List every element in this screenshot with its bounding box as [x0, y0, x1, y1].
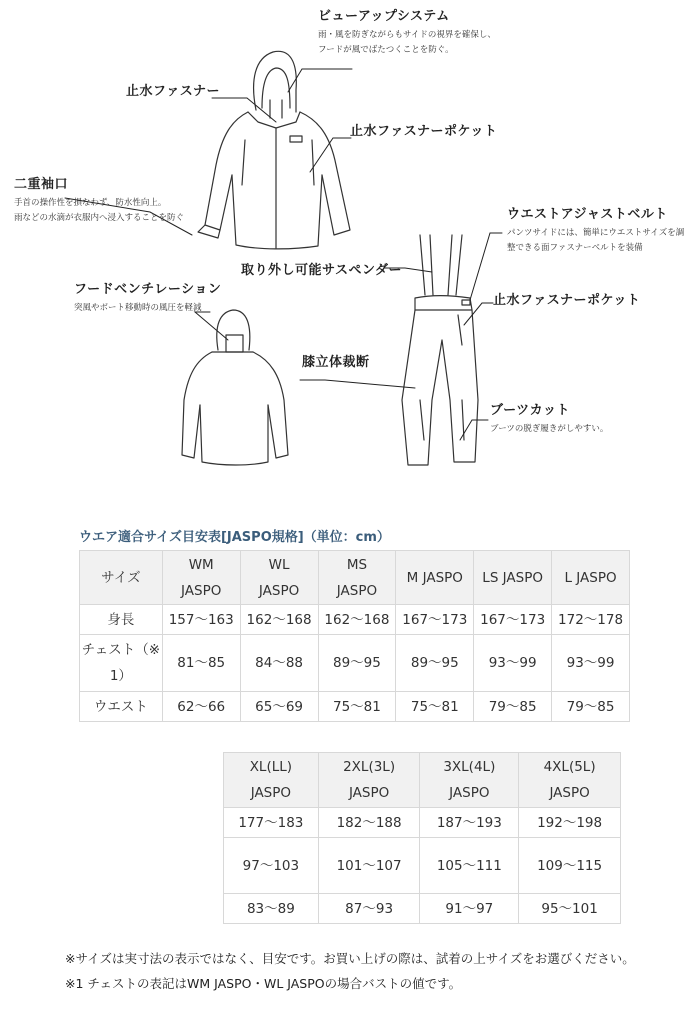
note-size-disclaimer: ※サイズは実寸法の表示ではなく、目安です。お買い上げの際は、試着の上サイズをお選びください。 [65, 951, 635, 966]
callout-desc-line: 整できる面ファスナーベルトを装備 [507, 243, 643, 253]
callout-title: 止水ファスナー [126, 84, 220, 99]
table-cell: 172〜178 [552, 605, 630, 635]
column-header: XL(LL) JASPO [224, 753, 319, 808]
callout-zipper-pocket-pants [493, 293, 640, 309]
column-header: M JASPO [396, 551, 474, 605]
table-cell: 79〜85 [474, 692, 552, 722]
table-cell: 75〜81 [396, 692, 474, 722]
table-row-chest [224, 838, 621, 894]
callout-title: 二重袖口 [14, 177, 69, 192]
table-cell: 101〜107 [318, 838, 420, 894]
table-cell: 187〜193 [420, 808, 519, 838]
callout-boots-cut [490, 403, 608, 437]
size-table-1 [79, 550, 630, 722]
callout-zipper-pocket-jacket [350, 124, 497, 140]
table-cell: 83〜89 [224, 894, 319, 924]
callout-title: 膝立体裁断 [302, 355, 370, 370]
row-label-height: 身長 [80, 605, 163, 635]
callout-removable-suspender [241, 263, 402, 279]
callout-title: 止水ファスナーポケット [493, 293, 641, 308]
callout-waist-adjust-belt [507, 207, 684, 256]
table-cell: 162〜168 [240, 605, 318, 635]
table-cell: 157〜163 [162, 605, 240, 635]
row-label-waist: ウエスト [80, 692, 163, 722]
callout-title: ウエストアジャストベルト [507, 207, 668, 222]
callout-desc [74, 301, 221, 316]
table-cell: 75〜81 [318, 692, 396, 722]
table-row-waist [80, 692, 630, 722]
table-cell: 177〜183 [224, 808, 319, 838]
column-header: L JASPO [552, 551, 630, 605]
table-row-waist [224, 894, 621, 924]
callout-desc [507, 226, 684, 256]
column-header: LS JASPO [474, 551, 552, 605]
callout-desc-line: パンツサイドには、簡単にウエストサイズを調 [507, 228, 685, 238]
table-cell: 93〜99 [474, 635, 552, 692]
table-row-chest [80, 635, 630, 692]
size-table-caption: ウエア適合サイズ目安表[JASPO規格]（単位：cm） [79, 530, 390, 545]
callout-desc-line: 手首の操作性を損なわず、防水性向上。 [14, 198, 167, 208]
table-row-height [80, 605, 630, 635]
table-cell: 89〜95 [318, 635, 396, 692]
callout-desc-line: ブーツの脱ぎ履きがしやすい。 [490, 424, 609, 434]
callout-title: フードベンチレーション [74, 282, 222, 297]
callout-desc [490, 422, 608, 437]
table-cell: 62〜66 [162, 692, 240, 722]
callout-desc [14, 196, 184, 226]
table-cell: 79〜85 [552, 692, 630, 722]
callout-desc-line: 雨・風を防ぎながらもサイドの視界を確保し、 [318, 30, 496, 40]
callout-hood-ventilation [74, 282, 221, 316]
table-header-row [80, 551, 630, 605]
table-cell: 91〜97 [420, 894, 519, 924]
table-cell: 167〜173 [396, 605, 474, 635]
table-cell: 162〜168 [318, 605, 396, 635]
table-header-row [224, 753, 621, 808]
table-cell: 105〜111 [420, 838, 519, 894]
column-header: WM JASPO [162, 551, 240, 605]
table-cell: 89〜95 [396, 635, 474, 692]
table-cell: 87〜93 [318, 894, 420, 924]
column-header: 4XL(5L) JASPO [519, 753, 621, 808]
table-cell: 167〜173 [474, 605, 552, 635]
table-cell: 192〜198 [519, 808, 621, 838]
note-chest-footnote: ※1 チェストの表記はWM JASPO・WL JASPOの場合バストの値です。 [65, 976, 462, 991]
row-label-size: サイズ [80, 551, 163, 605]
callout-double-cuff [14, 177, 184, 226]
row-label-chest: チェスト（※ 1） [80, 635, 163, 692]
table-cell: 93〜99 [552, 635, 630, 692]
callout-title: 止水ファスナーポケット [350, 124, 498, 139]
column-header: MS JASPO [318, 551, 396, 605]
jacket-back-drawing [182, 310, 288, 465]
table-cell: 182〜188 [318, 808, 420, 838]
callout-title: ビューアップシステム [318, 9, 450, 24]
column-header: WL JASPO [240, 551, 318, 605]
table-cell: 95〜101 [519, 894, 621, 924]
callout-title: 取り外し可能サスペンダー [241, 263, 402, 278]
column-header: 3XL(4L) JASPO [420, 753, 519, 808]
table-cell: 97〜103 [224, 838, 319, 894]
size-table-2 [223, 752, 621, 924]
callout-view-up-system [318, 9, 496, 58]
table-row-height [224, 808, 621, 838]
callout-waterproof-zipper [126, 84, 220, 100]
table-cell: 65〜69 [240, 692, 318, 722]
callout-desc [318, 28, 496, 58]
table-cell: 81〜85 [162, 635, 240, 692]
column-header: 2XL(3L) JASPO [318, 753, 420, 808]
callout-desc-line: フードが風でばたつくことを防ぐ。 [318, 45, 454, 55]
table-cell: 109〜115 [519, 838, 621, 894]
callout-desc-line: 雨などの水滴が衣服内へ浸入することを防ぐ [14, 213, 185, 223]
jacket-front-drawing [198, 51, 350, 249]
table-cell: 84〜88 [240, 635, 318, 692]
callout-title: ブーツカット [490, 403, 570, 418]
callout-knee-3d-cut [302, 355, 370, 371]
callout-desc-line: 突風やボート移動時の風圧を軽減 [74, 303, 202, 313]
